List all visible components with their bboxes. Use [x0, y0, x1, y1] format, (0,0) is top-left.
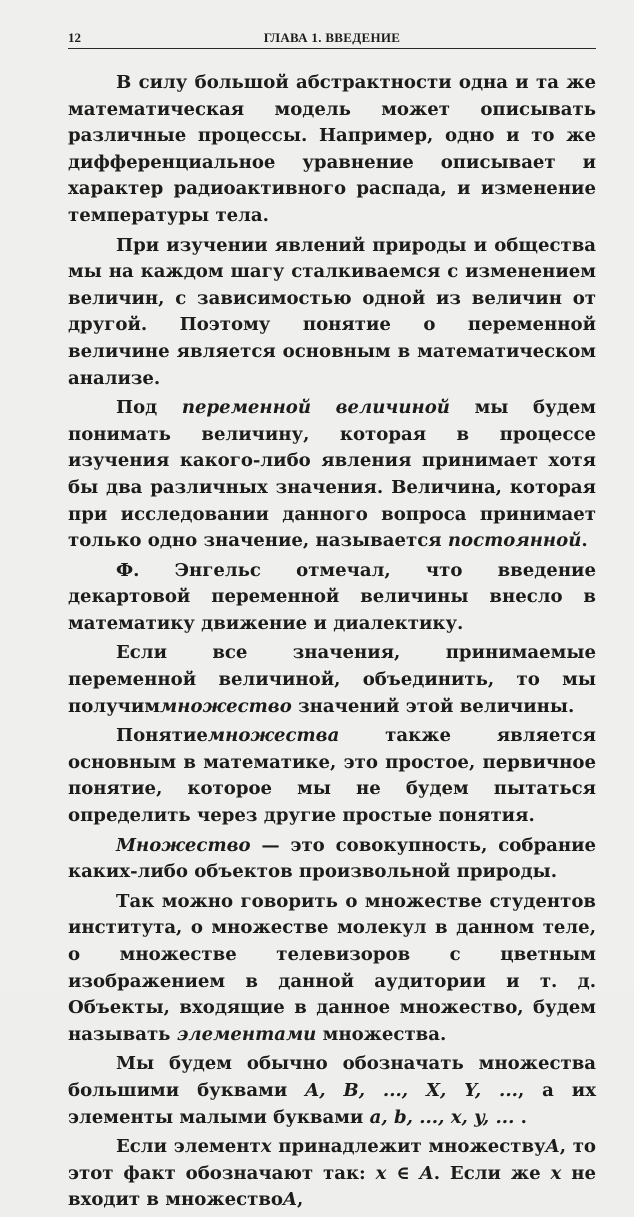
term-constant: постоянной: [447, 530, 582, 552]
page-number: 12: [68, 30, 81, 45]
paragraph: Понятиемножества также является основным в математике, это простое, первичное понятие, которое мы не будем пытаться определить через другие простые понятия.: [68, 725, 596, 827]
paragraph: В силу большой абстрактности одна и та же математическая модель может описывать различные процессы. Например, одно и то же дифференциальное уравнение описывает и характер радиоактивного распада, и изменение температуры тела.: [68, 72, 596, 226]
term-set-genitive: множества: [207, 725, 340, 747]
paragraph: При изучении явлений природы и общества мы на каждом шагу сталкиваемся с изменением величин, с зависимостью одной из величин от другой. Поэтому понятие о переменной величине является основным в математическом анализе.: [68, 234, 596, 389]
math-var: A: [545, 1136, 560, 1158]
paragraph: Под переменной величиной мы будем понимать величину, которая в процессе изучения какого-либо явления принимает хотя бы два различных значения. Величина, которая при исследовании данного вопроса принимает только одно значение, называется постоянной.: [68, 397, 596, 552]
math-var: x: [260, 1136, 272, 1158]
math-membership: x ∈ A: [375, 1162, 434, 1184]
header-divider: [68, 48, 596, 49]
term-set: множество: [160, 695, 292, 717]
paragraph: Ф. Энгельс отмечал, что введение декартовой переменной величины внесло в математику движение и диалектику.: [68, 559, 596, 634]
paragraph: Мы будем обычно обозначать множества большими буквами A, B, ..., X, Y, ..., а их элементы малыми буквами a, b, ..., x, y, ... .: [68, 1053, 596, 1128]
running-header: [68, 30, 596, 50]
paragraph: Если все значения, принимаемые переменной величиной, объединить, то мы получиммножество значений этой величины.: [68, 642, 596, 717]
paragraph: Множество — это совокупность, собрание каких-либо объектов произвольной природы.: [68, 834, 596, 883]
body-text: [68, 70, 596, 1217]
math-element-letters: a, b, ..., x, y, ...: [369, 1106, 515, 1128]
term-set-definition: Множество: [116, 834, 251, 856]
paragraph: Если элементx принадлежит множествуA, то этот факт обозначают так: x ∈ A. Если же x не входит в множествоA,: [68, 1136, 596, 1211]
math-var: x: [550, 1162, 562, 1184]
term-variable: переменной величиной: [181, 397, 450, 419]
term-elements: элементами: [176, 1023, 317, 1045]
math-var: A: [282, 1189, 298, 1211]
chapter-title: ГЛАВА 1. ВВЕДЕНИЕ: [263, 30, 401, 45]
math-set-letters: A, B, ..., X, Y, ...: [305, 1079, 518, 1101]
paragraph: Так можно говорить о множестве студентов института, о множестве молекул в данном теле, о множестве телевизоров с цветным изображением в данной аудитории и т. д. Объекты, входящие в данное множество, будем называть элементами множества.: [68, 890, 596, 1045]
